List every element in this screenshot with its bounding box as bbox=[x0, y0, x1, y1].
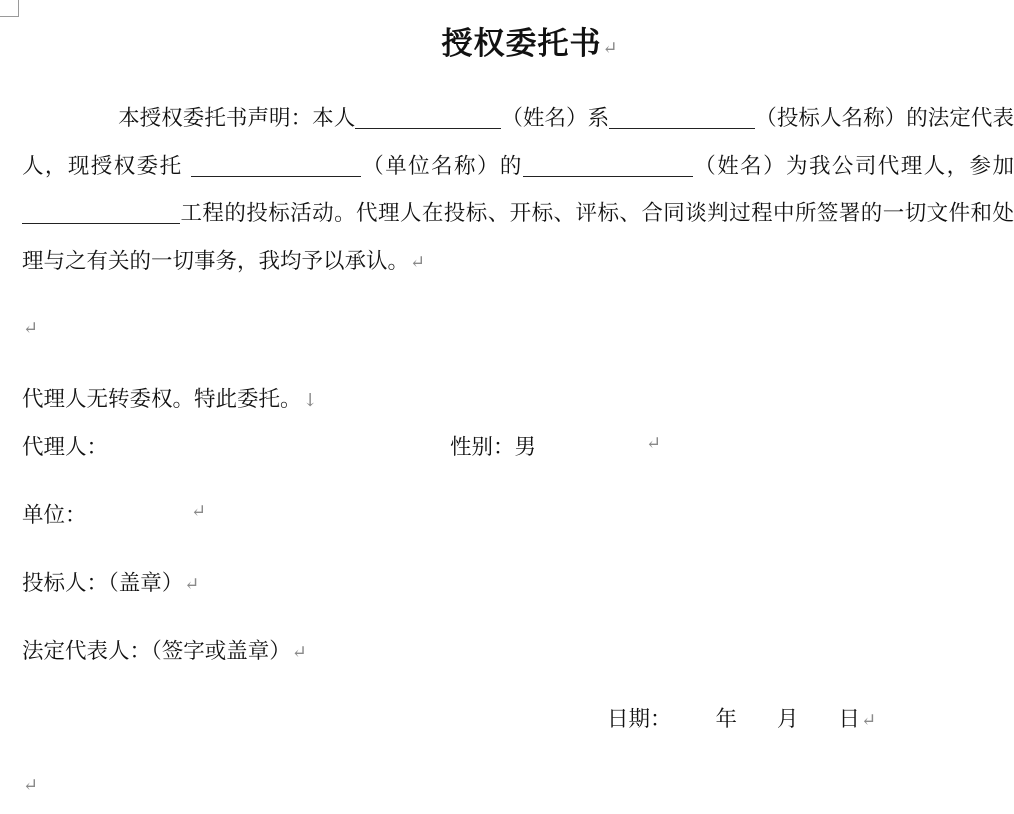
agent-name-blank[interactable] bbox=[523, 154, 693, 177]
unit-line bbox=[22, 498, 87, 529]
project-name-blank[interactable] bbox=[22, 202, 180, 225]
title-text: 授权委托书 bbox=[441, 26, 602, 62]
page-corner-marker bbox=[0, 0, 19, 17]
legal-rep-line bbox=[22, 634, 307, 665]
bidder-line bbox=[22, 566, 199, 597]
agent-line-end bbox=[645, 430, 661, 455]
declaration-text-1: 本授权委托书声明：本人 bbox=[118, 106, 356, 131]
month-label: 月 bbox=[777, 707, 799, 732]
bidder-name-blank[interactable] bbox=[609, 107, 755, 130]
gender-field bbox=[450, 430, 536, 461]
unit-line-end bbox=[190, 498, 206, 523]
unit-name-blank[interactable] bbox=[191, 154, 361, 177]
day-label: 日 bbox=[838, 707, 861, 732]
no-transfer-line bbox=[22, 382, 318, 413]
declaration-paragraph bbox=[22, 95, 1014, 286]
document-title bbox=[0, 18, 1014, 63]
declaration-text-6: 工程的投标活动。代理人在投标、开标、评标、合同谈判过程中所签署的一切文件和处理与之有关的一切事务，我均予以承认。 bbox=[22, 201, 1014, 274]
name-blank[interactable] bbox=[355, 107, 501, 130]
bidder-label: 投标人：（盖章） bbox=[22, 571, 184, 596]
paragraph-mark-icon: ↵ bbox=[410, 251, 426, 273]
paragraph-mark-icon: ↵ bbox=[191, 501, 207, 522]
declaration-text-3: （投标人名称）的法定代表人，现授权委托 bbox=[22, 106, 1014, 179]
date-label: 日期： bbox=[607, 707, 672, 732]
unit-label: 单位： bbox=[22, 503, 87, 528]
no-transfer-text: 代理人无转委权。特此委托。 bbox=[22, 387, 302, 412]
year-label: 年 bbox=[715, 707, 738, 732]
legal-rep-label: 法定代表人：（签字或盖章） bbox=[22, 639, 291, 664]
declaration-text-5: （姓名）为我公司代理人，参加 bbox=[692, 153, 1014, 179]
declaration-text-2: （姓名）系 bbox=[501, 106, 610, 131]
agent-label: 代理人： bbox=[22, 435, 109, 460]
empty-paragraph bbox=[22, 315, 38, 340]
empty-paragraph-end bbox=[22, 772, 38, 797]
paragraph-mark-icon: ↵ bbox=[184, 574, 200, 595]
date-line bbox=[607, 702, 876, 733]
line-break-mark-icon: ↓ bbox=[302, 390, 318, 411]
paragraph-mark-icon: ↵ bbox=[602, 38, 619, 59]
agent-line bbox=[22, 430, 722, 461]
declaration-text-4: （单位名称）的 bbox=[360, 153, 523, 179]
paragraph-mark-icon: ↵ bbox=[646, 433, 662, 454]
gender-label: 性别：男 bbox=[450, 435, 537, 460]
paragraph-mark-icon: ↵ bbox=[23, 318, 39, 339]
paragraph-mark-icon: ↵ bbox=[861, 710, 877, 731]
paragraph-mark-icon: ↵ bbox=[291, 642, 307, 663]
paragraph-mark-icon: ↵ bbox=[23, 775, 39, 796]
